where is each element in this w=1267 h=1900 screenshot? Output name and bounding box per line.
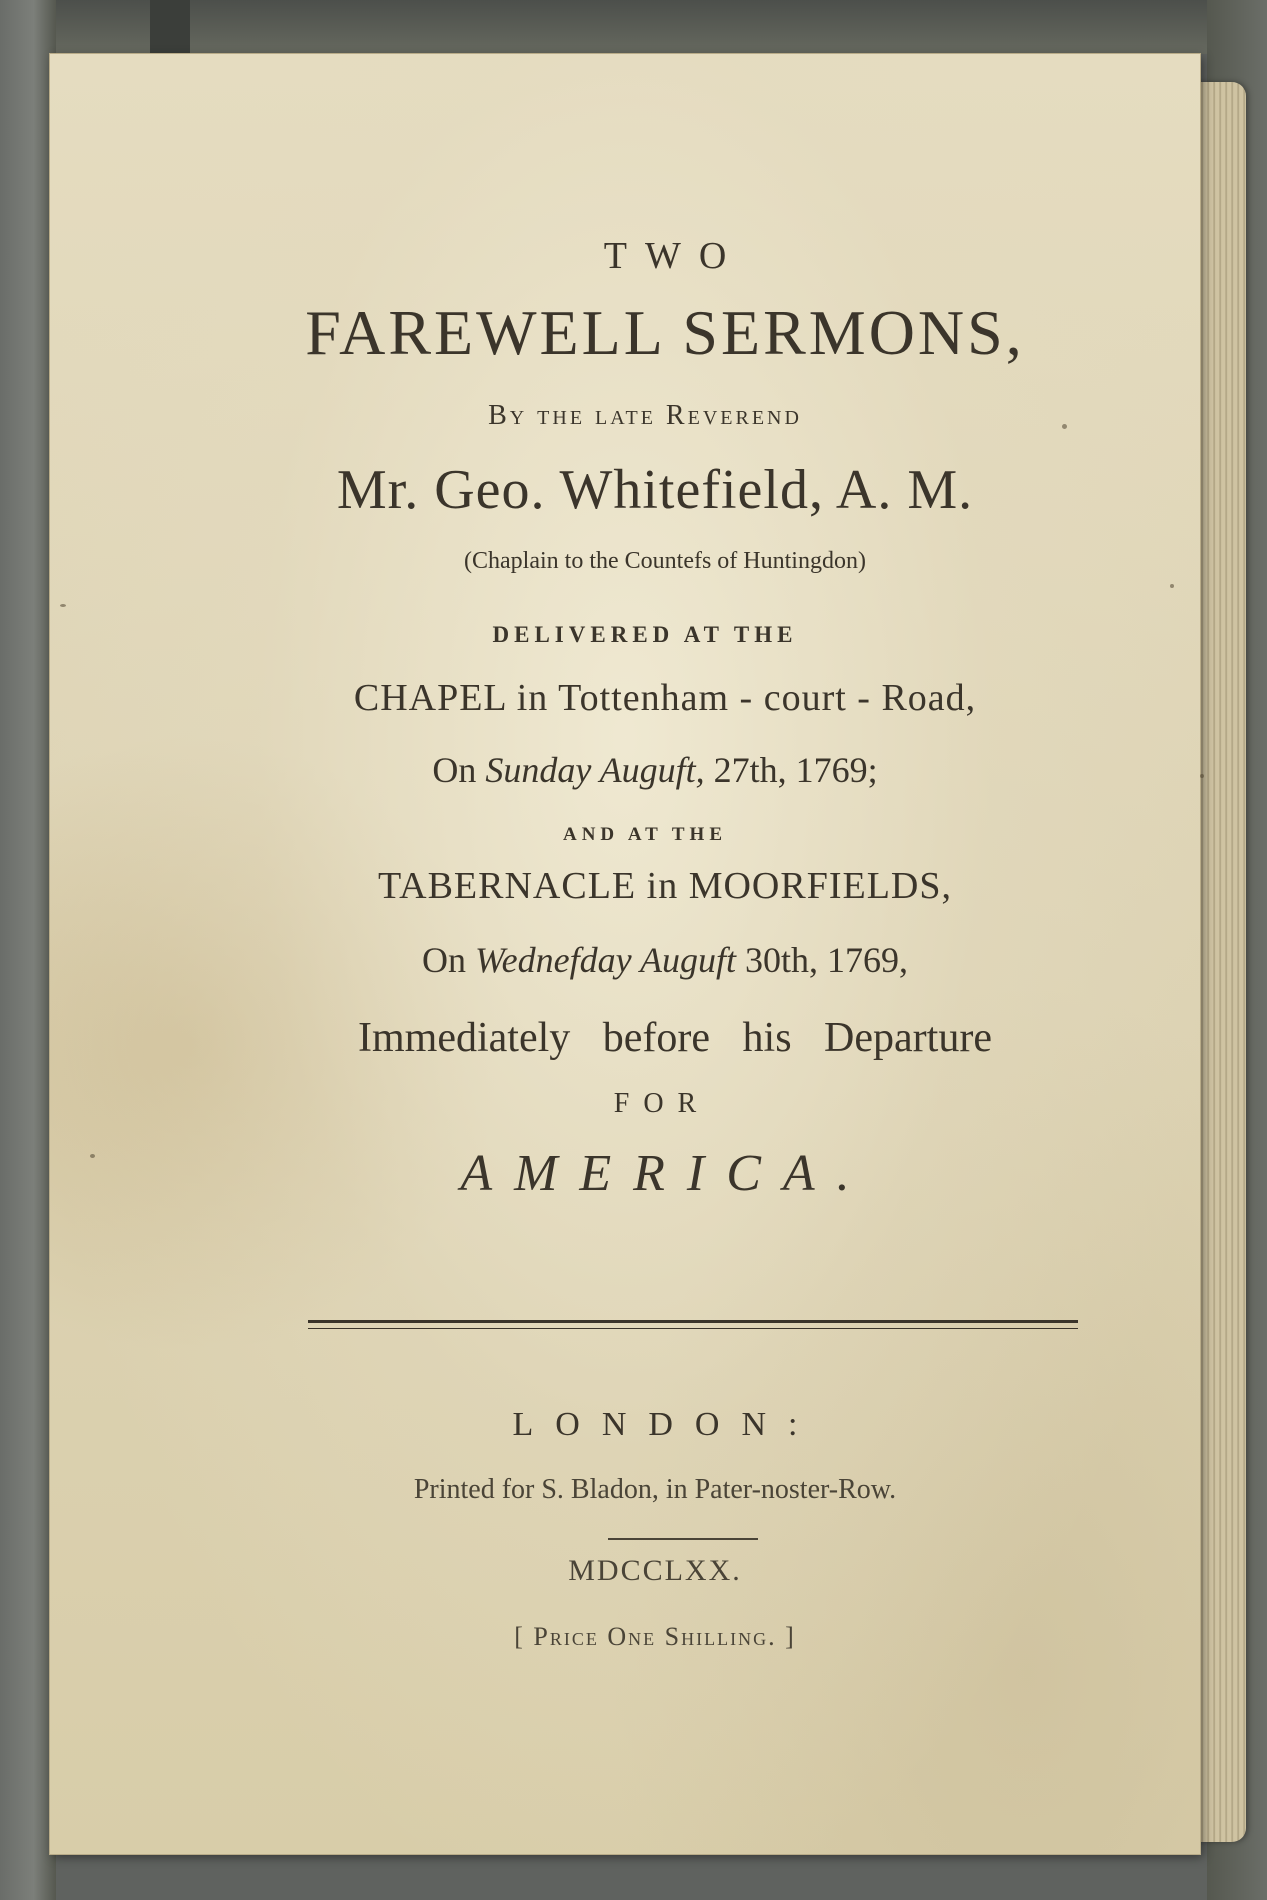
chapel-location: CHAPEL in Tottenham - court - Road,: [353, 677, 977, 719]
imprint-date: MDCCLXX.: [568, 1554, 742, 1587]
sunday-day-month: Sunday Auguft,: [485, 750, 705, 790]
departure-note: Immediately before his Departure: [358, 1015, 992, 1061]
byline: By the late Reverend: [488, 400, 802, 431]
ink-speck: [1062, 424, 1067, 429]
author-name-text: Mr. Geo. Whitefield, A. M.: [336, 459, 974, 521]
sunday-date-line: [80, 749, 1230, 791]
for-label: FOR: [613, 1088, 711, 1119]
ink-speck: [1170, 584, 1174, 588]
delivered-at-label: DELIVERED AT THE: [492, 622, 798, 647]
scan-backdrop-top: [0, 0, 1267, 54]
divider-rule-thin: [308, 1328, 1078, 1329]
title-page-content: [50, 54, 1200, 1854]
tabernacle-location: TABERNACLE in MOORFIELDS,: [377, 865, 953, 907]
imprint-short-rule: [608, 1538, 758, 1540]
author-name: [80, 458, 1230, 522]
scan-clip: [150, 0, 190, 54]
scan-backdrop-left: [0, 0, 56, 1900]
heading-two: TWO: [603, 235, 745, 277]
sunday-date: 27th, 1769;: [713, 750, 878, 790]
author-chaplaincy: (Chaplain to the Countefs of Huntingdon): [464, 548, 866, 574]
title-page: [50, 54, 1200, 1854]
imprint-price: [ Price One Shilling. ]: [514, 1622, 796, 1651]
ink-speck: [1200, 774, 1204, 778]
imprint-printer: Printed for S. Bladon, in Pater-noster-Row.: [413, 1474, 897, 1505]
wednesday-date: 30th, 1769,: [744, 940, 908, 980]
destination-america: AMERICA.: [460, 1145, 872, 1202]
wednesday-day-month: Wednefday Auguft: [475, 940, 736, 980]
wednesday-date-line: [90, 939, 1240, 981]
sunday-prefix: On: [432, 750, 477, 790]
wednesday-prefix: On: [422, 940, 466, 980]
heading-farewell-sermons: FAREWELL SERMONS,: [305, 297, 1025, 368]
imprint-city: LONDON:: [512, 1406, 820, 1443]
and-at-the-label: AND AT THE: [562, 824, 728, 845]
ink-speck: [90, 1154, 95, 1158]
ink-speck: [60, 604, 66, 607]
divider-rule-thick: [308, 1320, 1078, 1323]
